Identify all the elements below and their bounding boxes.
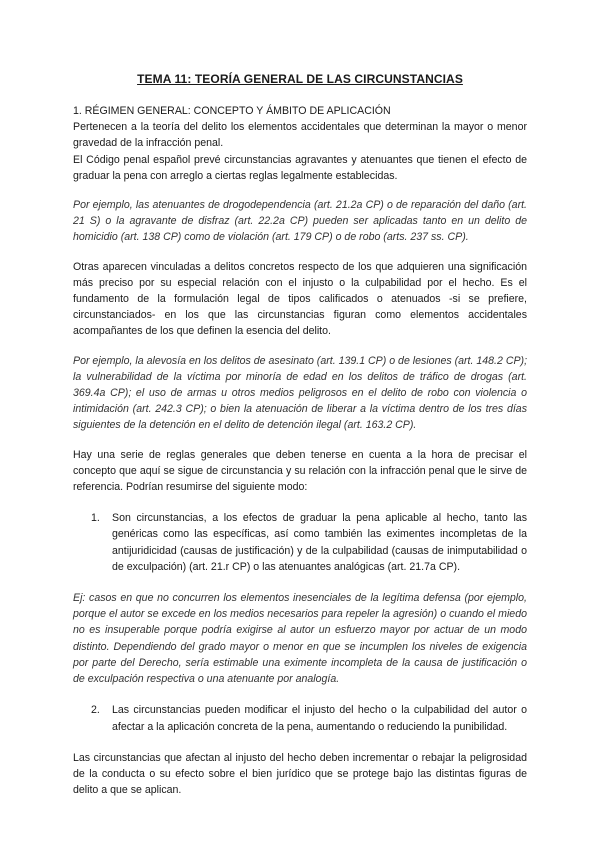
paragraph-injusto: Las circunstancias que afectan al injusto del hecho deben incrementar o rebajar la peligrosidad de la conducta o su efecto sobre el bien jurídico que se protege bajo las distintas figuras de delito a que se aplican. [73,751,527,797]
section-heading: 1. RÉGIMEN GENERAL: CONCEPTO Y ÁMBITO DE APLICACIÓN [73,105,391,117]
list-item-text: Las circunstancias pueden modificar el injusto del hecho o la culpabilidad del autor o afectar a la aplicación concreta de la pena, aumentando o reduciendo la punibilidad. [112,704,527,733]
example-paragraph-2: Por ejemplo, la alevosía en los delitos de asesinato (art. 139.1 CP) o de lesiones (art. 148.2 CP); la vulnerabilidad de la víctima por minoría de edad en los delitos de tráfico de drogas (art. 369.4a CP); el uso de armas u otros medios peligrosos en el delito de robo con violencia o intimidación (art. 242.3 CP); o bien la atenuación de liberar a la víctima dentro de los tres días siguientes de la detención en el delito de detención ilegal (art. 163.2 CP). [73,354,528,432]
example-paragraph-1: Por ejemplo, las atenuantes de drogodependencia (art. 21.2a CP) o de reparación del daño (art. 21 S) o la agravante de disfraz (art. 22.2a CP) pueden ser aplicadas tanto en un delito de homicidio (art. 138 CP) como de violación (art. 179 CP) o de robo (arts. 237 ss. CP). [73,199,527,244]
paragraph-intro: Pertenecen a la teoría del delito los elementos accidentales que determinan la mayor o menor gravedad de la infracción penal. [73,121,527,150]
rules-list [73,510,527,575]
list-item-text: Son circunstancias, a los efectos de graduar la pena aplicable al hecho, tanto las genéricas como las específicas, así como también las eximentes incompletas de la antijuridicidad (causas de justificación) y de la culpabilidad (causas de inimputabilidad o de exculpación) (art. 21.r CP) o las atenuantes analógicas (art. 21.7a CP). [112,512,527,573]
paragraph-codigo-penal: El Código penal español prevé circunstancias agravantes y atenuantes que tienen el efecto de graduar la pena con arreglo a ciertas reglas legalmente establecidas. [73,153,527,182]
list-item [91,510,527,575]
list-item-number: 2. [91,704,100,717]
paragraph-reglas: Hay una serie de reglas generales que deben tenerse en cuenta a la hora de precisar el concepto que aquí se sigue de circunstancia y su relación con la infracción penal que le sirve de referencia. Podrían resumirse del siguiente modo: [73,448,527,494]
rules-list-continued [73,702,527,734]
list-item [91,702,527,734]
page-title: TEMA 11: TEORÍA GENERAL DE LAS CIRCUNSTANCIAS [137,72,463,86]
paragraph-otras: Otras aparecen vinculadas a delitos concretos respecto de los que adquieren una significación más preciso por su especial relación con el injusto o la culpabilidad por el hecho. Es el fundamento de la formulación legal de tipos calificados o atenuados -si se prefiere, circunstanciados- en los que las circunstancias figuran como elementos accidentales acompañantes de los que definen la esencia del delito. [73,260,527,338]
example-paragraph-3: Ej: casos en que no concurren los elementos inesenciales de la legítima defensa (por ejemplo, porque el autor se excede en los medios necesarios para repeler la agresión) o cuando el miedo no es insuperable porque podría exigirse al autor un esfuerzo mayor por actuar de un modo distinto. Dependiendo del grado mayor o menor en que se incumplen los niveles de exigencia por parte del Derecho, sería estimable una eximente incompleta de la causa de justificación o de exculpación respectiva o una atenuante por analogía. [73,592,527,686]
list-item-number: 1. [91,512,100,525]
